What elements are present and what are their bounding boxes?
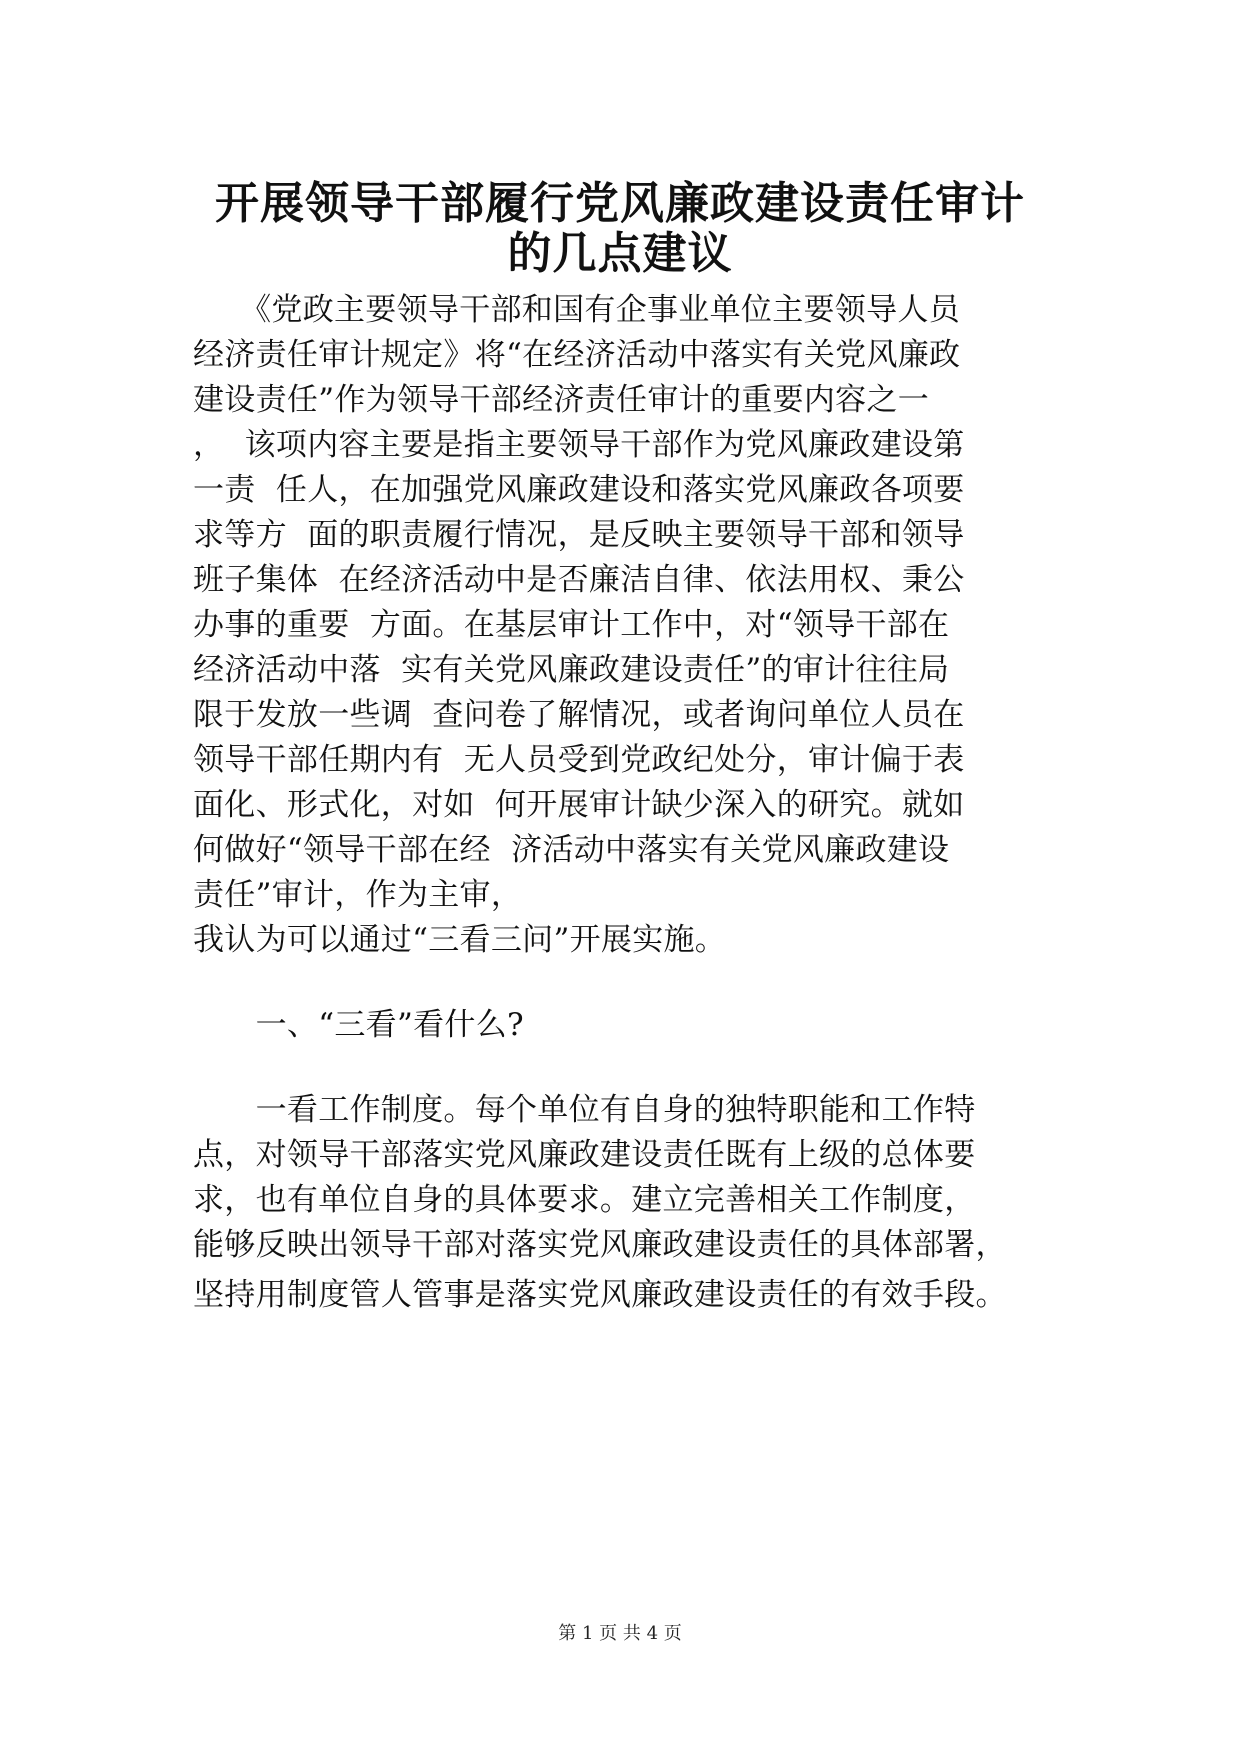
intro-line: 办事的重要 方面。在基层审计工作中，对“领导干部在 [193,607,950,643]
intro-line: 我认为可以通过“三看三问”开展实施。 [193,922,727,958]
intro-line: 何做好“领导干部在经 济活动中落实有关党风廉政建设 [193,832,950,868]
intro-line: 《党政主要领导干部和国有企事业单位主要领导人员 [193,292,960,328]
intro-line: 求等方 面的职责履行情况，是反映主要领导干部和领导 [193,517,965,553]
section-heading: 一、“三看”看什么? [193,1007,524,1043]
intro-line: 班子集体 在经济活动中是否廉洁自律、依法用权、秉公 [193,562,965,598]
page-footer: 第 1 页 共 4 页 [558,1623,682,1644]
intro-line: 限于发放一些调 查问卷了解情况，或者询问单位人员在 [193,697,965,733]
paragraph-line: 一看工作制度。每个单位有自身的独特职能和工作特 [193,1092,976,1128]
intro-line: 建设责任”作为领导干部经济责任审计的重要内容之一 [193,382,930,418]
paragraph-line: 坚持用制度管人管事是落实党风廉政建设责任的有效手段。 [193,1277,1007,1313]
intro-line: 一责 任人，在加强党风廉政建设和落实党风廉政各项要 [193,472,965,508]
document-title-line-1: 开展领导干部履行党风廉政建设责任审计 [215,178,1025,229]
intro-line: 经济活动中落 实有关党风廉政建设责任”的审计往往局 [193,652,950,688]
paragraph-line: 求，也有单位自身的具体要求。建立完善相关工作制度， [193,1182,976,1218]
intro-line: 责任”审计，作为主审， [193,877,523,913]
document-title-line-2: 的几点建议 [507,228,733,279]
intro-line: 面化、形式化，对如 何开展审计缺少深入的研究。就如 [193,787,965,823]
paragraph-line: 能够反映出领导干部对落实党风廉政建设责任的具体部署， [193,1227,1007,1263]
intro-line: ， 该项内容主要是指主要领导干部作为党风廉政建设第 [193,427,965,463]
paragraph-line: 点，对领导干部落实党风廉政建设责任既有上级的总体要 [193,1137,976,1173]
intro-line: 经济责任审计规定》将“在经济活动中落实有关党风廉政 [193,337,961,373]
intro-line: 领导干部任期内有 无人员受到党政纪处分，审计偏于表 [193,742,965,778]
